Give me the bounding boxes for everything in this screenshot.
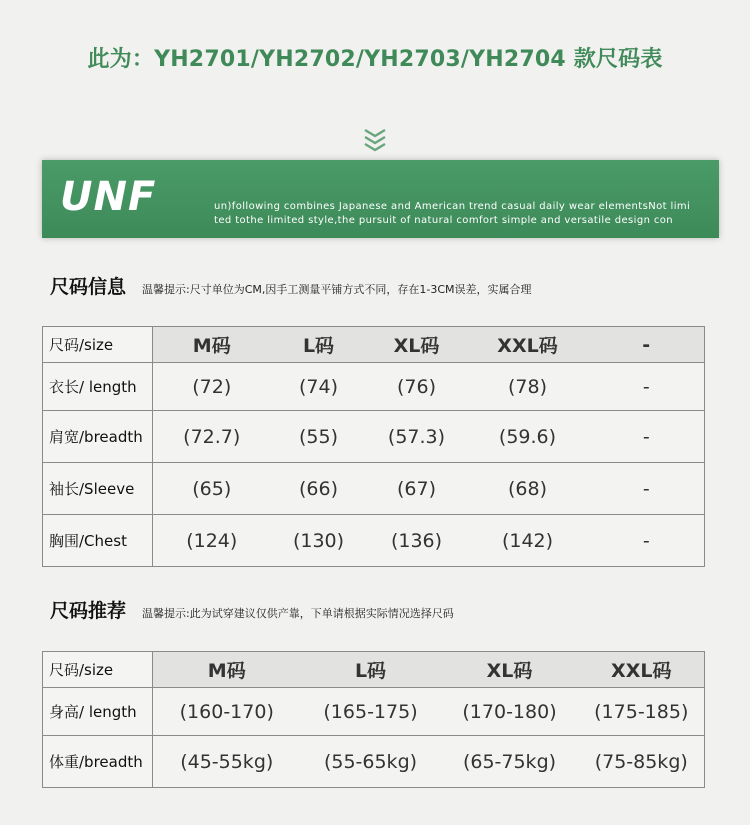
value-cell: (74) — [271, 363, 367, 411]
size-cell: XXL码 — [467, 327, 589, 363]
value-cell: (75-85kg) — [579, 736, 705, 788]
value-cell: (78) — [467, 363, 589, 411]
size-cell: M码 — [153, 652, 301, 688]
value-cell: - — [589, 363, 705, 411]
value-cell: (65) — [153, 463, 271, 515]
value-cell: - — [589, 515, 705, 567]
size-info-heading: 尺码信息 — [50, 276, 127, 298]
table-row — [43, 688, 705, 736]
row-label: 衣长/ length — [43, 363, 153, 411]
row-label: 尺码/size — [43, 327, 153, 363]
row-label: 袖长/Sleeve — [43, 463, 153, 515]
value-cell: (67) — [367, 463, 467, 515]
table-row — [43, 652, 705, 688]
size-cell: XL码 — [367, 327, 467, 363]
size-cell: M码 — [153, 327, 271, 363]
row-label: 胸围/Chest — [43, 515, 153, 567]
value-cell: (130) — [271, 515, 367, 567]
value-cell: (142) — [467, 515, 589, 567]
double-chevron-down-icon — [362, 124, 388, 154]
size-reco-table — [42, 651, 705, 788]
size-reco-header — [50, 596, 454, 623]
value-cell: (160-170) — [153, 688, 301, 736]
page-title: 此为：YH2701/YH2702/YH2703/YH2704 款尺码表 — [87, 47, 663, 72]
value-cell: (170-180) — [441, 688, 579, 736]
value-cell: - — [589, 463, 705, 515]
size-cell: - — [589, 327, 705, 363]
size-info-header — [50, 272, 532, 299]
value-cell: (136) — [367, 515, 467, 567]
table-row — [43, 736, 705, 788]
value-cell: (57.3) — [367, 411, 467, 463]
value-cell: (165-175) — [301, 688, 441, 736]
size-cell: L码 — [271, 327, 367, 363]
table-row — [43, 515, 705, 567]
size-cell: XL码 — [441, 652, 579, 688]
value-cell: (72.7) — [153, 411, 271, 463]
size-info-note: 温馨提示:尺寸单位为CM,因手工测量平铺方式不同，存在1-3CM误差，实属合理 — [142, 283, 532, 296]
value-cell: (59.6) — [467, 411, 589, 463]
row-label: 尺码/size — [43, 652, 153, 688]
row-label: 身高/ length — [43, 688, 153, 736]
row-label: 肩宽/breadth — [43, 411, 153, 463]
brand-tagline: un)following combines Japanese and American trend casual daily wear elementsNot limited tothe limited style,the pursuit of natural comfort simple and versatile design con — [214, 201, 691, 226]
size-cell: L码 — [301, 652, 441, 688]
size-reco-heading: 尺码推荐 — [50, 600, 127, 622]
row-label: 体重/breadth — [43, 736, 153, 788]
value-cell: (76) — [367, 363, 467, 411]
brand-banner — [42, 160, 719, 238]
value-cell: (72) — [153, 363, 271, 411]
table-row — [43, 463, 705, 515]
value-cell: (68) — [467, 463, 589, 515]
table-row — [43, 327, 705, 363]
value-cell: (66) — [271, 463, 367, 515]
size-cell: XXL码 — [579, 652, 705, 688]
value-cell: (175-185) — [579, 688, 705, 736]
value-cell: - — [589, 411, 705, 463]
value-cell: (55-65kg) — [301, 736, 441, 788]
value-cell: (55) — [271, 411, 367, 463]
table-row — [43, 411, 705, 463]
value-cell: (124) — [153, 515, 271, 567]
brand-logo: UNF — [60, 174, 157, 220]
table-row — [43, 363, 705, 411]
size-info-table — [42, 326, 705, 567]
value-cell: (65-75kg) — [441, 736, 579, 788]
value-cell: (45-55kg) — [153, 736, 301, 788]
size-reco-note: 温馨提示:此为试穿建议仅供产靠，下单请根据实际情况选择尺码 — [142, 607, 454, 620]
